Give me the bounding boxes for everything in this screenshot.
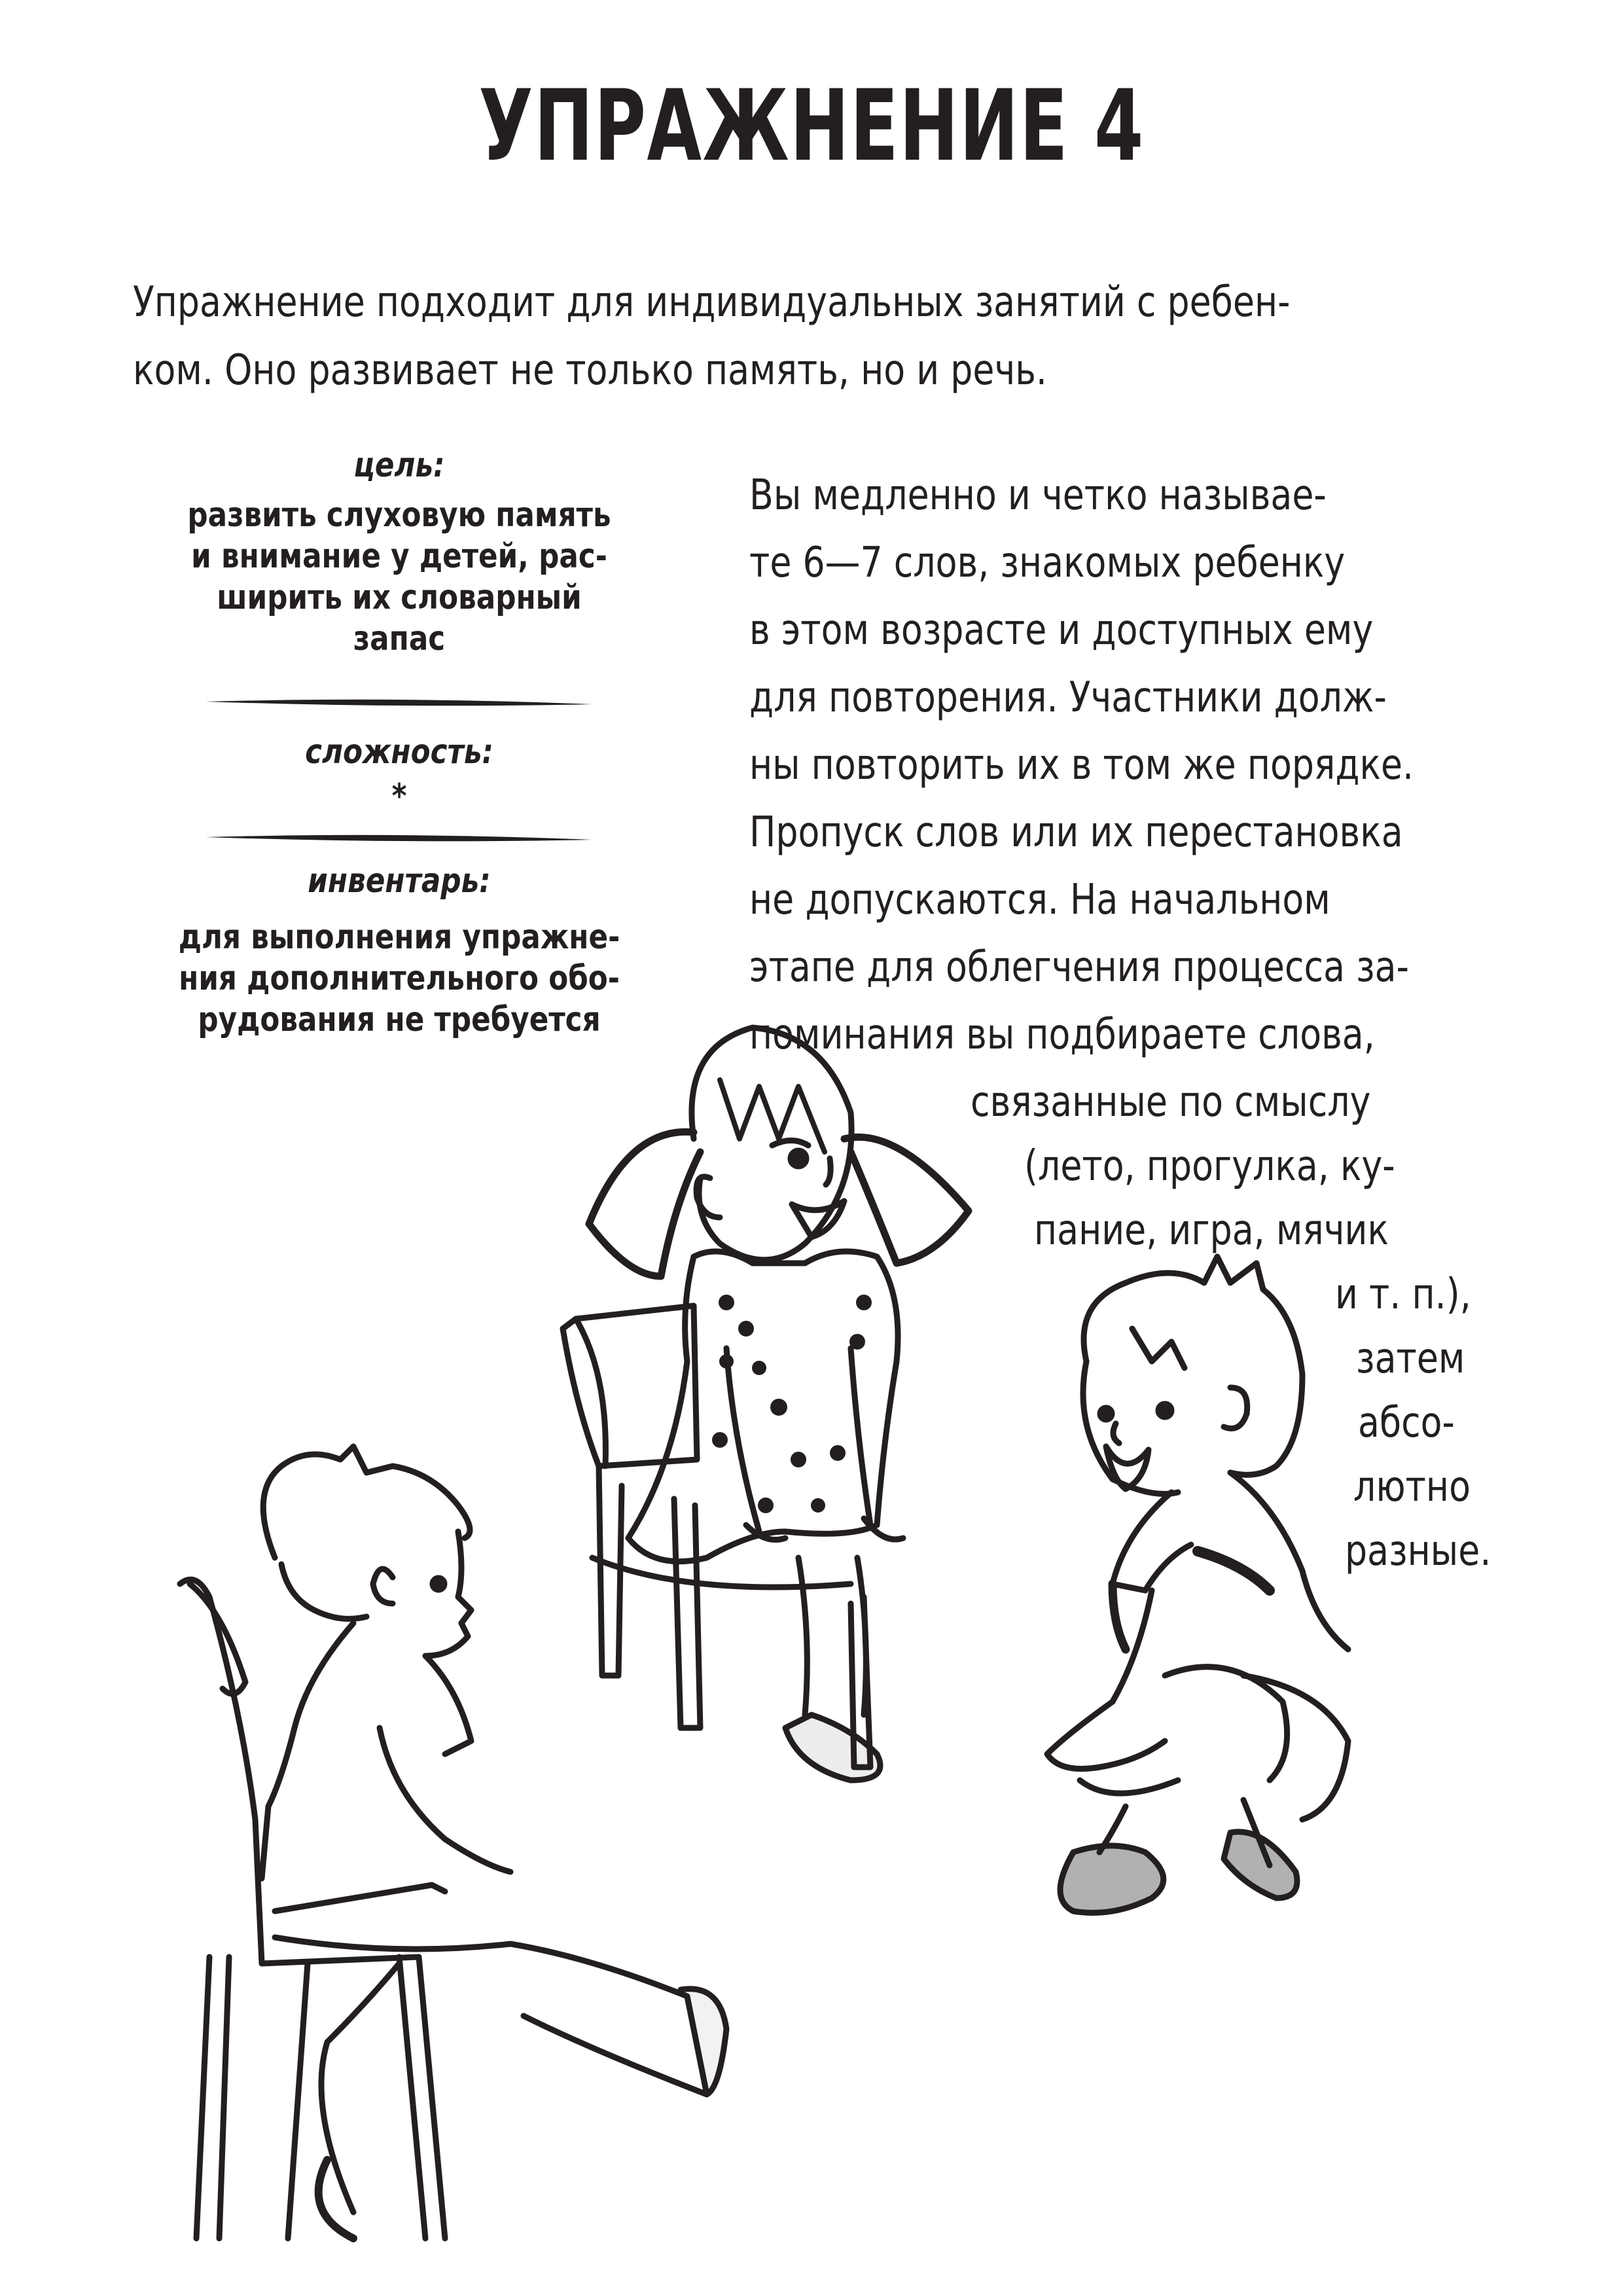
body-line: Пропуск слов или их перестановка — [749, 808, 1403, 857]
boy-squatting-figure — [1047, 1257, 1348, 1913]
body-line-wrapped: затем — [1356, 1335, 1465, 1383]
body-line: те 6—7 слов, знакомых ребенку — [749, 539, 1346, 587]
equipment-line: для выполнения упражне- — [178, 918, 620, 957]
body-line: этапе для облегчения процесса за- — [749, 943, 1410, 992]
goal-label: цель: — [353, 446, 445, 485]
body-line: ны повторить их в том же порядке. — [749, 741, 1414, 789]
girl-on-chair-figure — [563, 1028, 969, 1780]
body-line-wrapped: абсо- — [1358, 1399, 1455, 1447]
goal-line: и внимание у детей, рас- — [191, 537, 607, 576]
body-line-wrapped: лютно — [1353, 1463, 1471, 1511]
page-title: УПРАЖНЕНИЕ 4 — [478, 69, 1145, 183]
body-line-wrapped: и т. п.), — [1335, 1270, 1471, 1319]
body-line: не допускаются. На начальном — [749, 876, 1330, 924]
difficulty-label: сложность: — [305, 732, 493, 772]
goal-line: запас — [353, 619, 446, 658]
equipment-label: инвентарь: — [308, 861, 491, 901]
equipment-line: ния дополнительного обо- — [179, 959, 620, 998]
boy-on-chair-figure — [180, 1446, 726, 2238]
intro-line: Упражнение подходит для индивидуальных занятий с ребен- — [133, 278, 1291, 327]
body-line-wrapped: связанные по смыслу — [971, 1078, 1371, 1126]
intro-line: ком. Оно развивает не только память, но и речь. — [133, 346, 1047, 395]
body-line: для повторения. Участники долж- — [749, 673, 1387, 722]
difficulty-rating: * — [391, 777, 407, 816]
body-line-wrapped: разные. — [1345, 1527, 1491, 1575]
body-line: Вы медленно и четко называе- — [749, 471, 1327, 520]
body-line-wrapped: пание, игра, мячик — [1034, 1206, 1389, 1255]
goal-line: развить слуховую память — [187, 495, 611, 535]
body-line-wrapped: (лето, прогулка, ку- — [1024, 1142, 1395, 1191]
body-line: в этом возрасте и доступных ему — [749, 606, 1374, 655]
equipment-line: рудования не требуется — [198, 1000, 601, 1039]
goal-line: ширить их словарный — [217, 578, 582, 617]
body-line: поминания вы подбираете слова, — [749, 1011, 1375, 1059]
